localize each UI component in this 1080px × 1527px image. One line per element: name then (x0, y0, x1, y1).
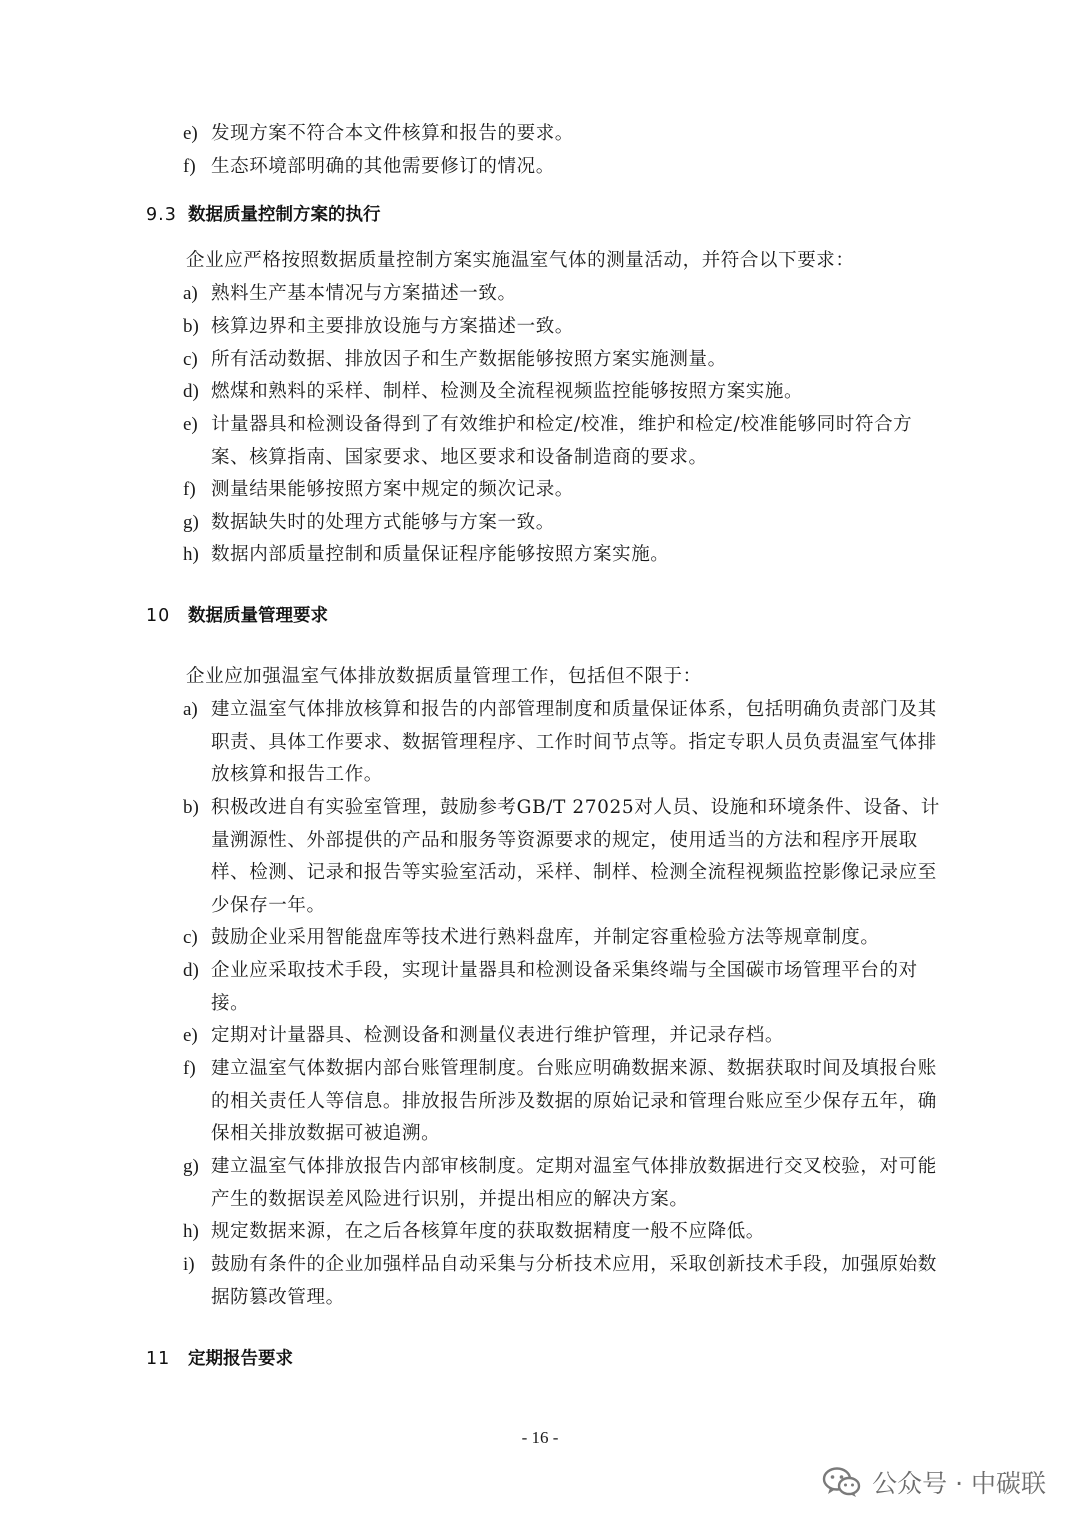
item-text: 测量结果能够按照方案中规定的频次记录。 (211, 479, 574, 500)
list-item (183, 507, 943, 540)
list-item (183, 344, 943, 377)
section-number: 9.3 (146, 205, 177, 225)
item-text: 规定数据来源，在之后各核算年度的获取数据精度一般不应降低。 (211, 1221, 765, 1242)
list-item (183, 1053, 943, 1151)
watermark-text: 公众号 · 中碳联 (872, 1469, 1046, 1498)
section-heading-11 (146, 1346, 293, 1372)
list-item (183, 1151, 943, 1216)
list-item (183, 792, 943, 922)
item-label: i) (183, 1254, 195, 1275)
item-label: c) (183, 927, 198, 948)
list-item (183, 539, 943, 572)
item-label: c) (183, 349, 198, 370)
item-text: 核算边界和主要排放设施与方案描述一致。 (211, 316, 574, 337)
list-item (183, 151, 943, 184)
list-item (183, 694, 943, 792)
item-text: 熟料生产基本情况与方案描述一致。 (211, 283, 517, 304)
watermark (822, 1462, 1046, 1502)
item-label: g) (183, 512, 199, 533)
item-label: f) (183, 156, 196, 177)
page-number: - 16 - (521, 1428, 559, 1447)
item-text: 计量器具和检测设备得到了有效维护和检定/校准，维护和检定/校准能够同时符合方案、核算指南、国家要求、地区要求和设备制造商的要求。 (211, 414, 913, 468)
item-text: 积极改进自有实验室管理，鼓励参考GB/T 27025对人员、设施和环境条件、设备、计量溯源性、外部提供的产品和服务等资源要求的规定，使用适当的方法和程序开展取样、检测、记录和报告等实验室活动，采样、制样、检测全流程视频监控影像记录应至少保存一年。 (211, 797, 940, 916)
list-item (183, 922, 943, 955)
item-text: 建立温室气体排放核算和报告的内部管理制度和质量保证体系，包括明确负责部门及其职责、具体工作要求、数据管理程序、工作时间节点等。指定专职人员负责温室气体排放核算和报告工作。 (211, 699, 937, 785)
item-text: 数据内部质量控制和质量保证程序能够按照方案实施。 (211, 544, 670, 565)
item-label: d) (183, 960, 199, 981)
item-label: f) (183, 479, 196, 500)
item-label: e) (183, 1025, 198, 1046)
item-label: a) (183, 699, 198, 720)
list-item (183, 1216, 943, 1249)
list-item (183, 311, 943, 344)
list-item (183, 409, 943, 474)
section-heading-10 (146, 603, 328, 629)
item-text: 燃煤和熟料的采样、制样、检测及全流程视频监控能够按照方案实施。 (211, 381, 804, 402)
item-text: 鼓励有条件的企业加强样品自动采集与分析技术应用，采取创新技术手段，加强原始数据防篡改管理。 (211, 1254, 937, 1308)
section-intro: 企业应严格按照数据质量控制方案实施温室气体的测量活动，并符合以下要求： (186, 250, 855, 271)
section-intro: 企业应加强温室气体排放数据质量管理工作，包括但不限于： (186, 666, 702, 687)
item-label: h) (183, 1221, 199, 1242)
section-heading-9-3 (146, 202, 381, 228)
item-text: 数据缺失时的处理方式能够与方案一致。 (211, 512, 555, 533)
item-text: 建立温室气体数据内部台账管理制度。台账应明确数据来源、数据获取时间及填报台账的相关责任人等信息。排放报告所涉及数据的原始记录和管理台账应至少保存五年，确保相关排放数据可被追溯。 (211, 1058, 937, 1144)
item-label: e) (183, 414, 198, 435)
wechat-icon (822, 1466, 862, 1498)
item-label: g) (183, 1156, 199, 1177)
list-item (183, 278, 943, 311)
item-label: h) (183, 544, 199, 565)
item-label: b) (183, 316, 199, 337)
section-title: 数据质量控制方案的执行 (188, 205, 381, 225)
item-text: 企业应采取技术手段，实现计量器具和检测设备采集终端与全国碳市场管理平台的对接。 (211, 960, 918, 1014)
list-item (183, 955, 943, 1020)
item-label: d) (183, 381, 199, 402)
item-text: 定期对计量器具、检测设备和测量仪表进行维护管理，并记录存档。 (211, 1025, 785, 1046)
section-number: 10 (146, 606, 171, 626)
item-text: 发现方案不符合本文件核算和报告的要求。 (211, 123, 574, 144)
item-label: f) (183, 1058, 196, 1079)
item-label: e) (183, 123, 198, 144)
item-text: 所有活动数据、排放因子和生产数据能够按照方案实施测量。 (211, 349, 727, 370)
section-number: 11 (146, 1349, 171, 1369)
item-label: b) (183, 797, 199, 818)
list-item (183, 1020, 943, 1053)
item-text: 生态环境部明确的其他需要修订的情况。 (211, 156, 555, 177)
item-text: 建立温室气体排放报告内部审核制度。定期对温室气体排放数据进行交叉校验，对可能产生的数据误差风险进行识别，并提出相应的解决方案。 (211, 1156, 937, 1210)
list-item (183, 118, 943, 151)
list-item (183, 1249, 943, 1314)
section-title: 数据质量管理要求 (188, 606, 328, 626)
item-text: 鼓励企业采用智能盘库等技术进行熟料盘库，并制定容重检验方法等规章制度。 (211, 927, 880, 948)
section-title: 定期报告要求 (188, 1349, 293, 1369)
item-label: a) (183, 283, 198, 304)
list-item (183, 376, 943, 409)
list-item (183, 474, 943, 507)
